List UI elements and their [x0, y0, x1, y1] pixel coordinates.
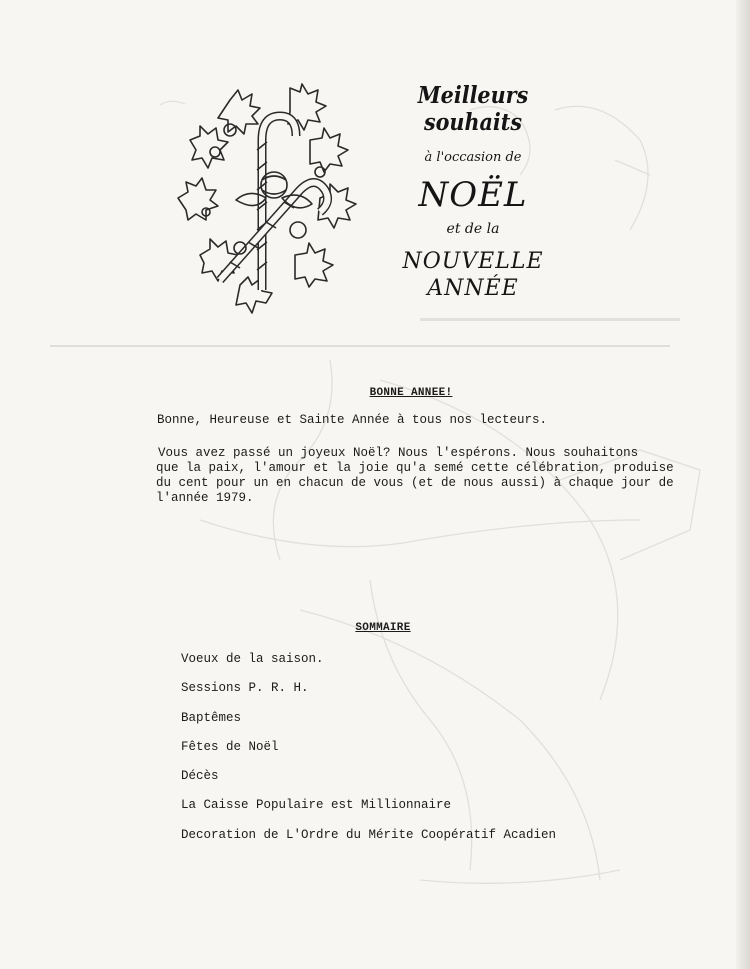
ornament	[290, 222, 306, 238]
greeting-line-3: NOËL	[418, 175, 528, 215]
toc-item: Décès	[181, 769, 219, 784]
greeting-line-1: Meilleurs souhaits	[417, 82, 529, 136]
new-year-paragraph	[158, 446, 674, 506]
toc-item: Decoration de L'Ordre du Mérite Coopératif Acadien	[181, 827, 557, 842]
holly-leaf	[310, 128, 348, 172]
holly-leaf	[178, 178, 218, 220]
greeting-line-6: ANNÉE	[427, 276, 519, 301]
holly-leaf	[190, 126, 228, 168]
toc-item: Baptêmes	[181, 710, 242, 725]
sommaire-heading: SOMMAIRE	[355, 622, 411, 634]
toc-item: Sessions P. R. H.	[181, 681, 309, 696]
ornament	[210, 147, 220, 157]
table-of-contents	[181, 651, 556, 856]
paragraph-line: du cent pour un en chacun de vous (et de nous aussi) à chaque jour de	[156, 476, 674, 490]
greeting-line-2: à l'occasion de	[424, 150, 522, 165]
greeting-line-5: NOUVELLE	[402, 249, 544, 274]
toc-item: Voeux de la saison.	[181, 652, 324, 666]
greeting-line-4: et de la	[446, 221, 500, 237]
holly-candy-cane-illustration	[170, 80, 360, 330]
holly-leaf	[236, 277, 272, 313]
bonne-annee-heading: BONNE ANNEE!	[369, 387, 453, 399]
paragraph-line: que la paix, l'amour et la joie qu'a semé cette célébration, produise	[156, 461, 674, 475]
toc-item: Fêtes de Noël	[181, 739, 279, 754]
paragraph-line: l'année 1979.	[156, 491, 254, 505]
toc-item: La Caisse Populaire est Millionnaire	[181, 798, 452, 813]
new-year-wishes-line: Bonne, Heureuse et Sainte Année à tous nos lecteurs.	[157, 413, 548, 427]
holly-leaf	[295, 243, 333, 287]
holiday-greeting	[378, 82, 568, 301]
paragraph-line: Vous avez passé un joyeux Noël? Nous l'espérons. Nous souhaitons	[158, 446, 639, 460]
